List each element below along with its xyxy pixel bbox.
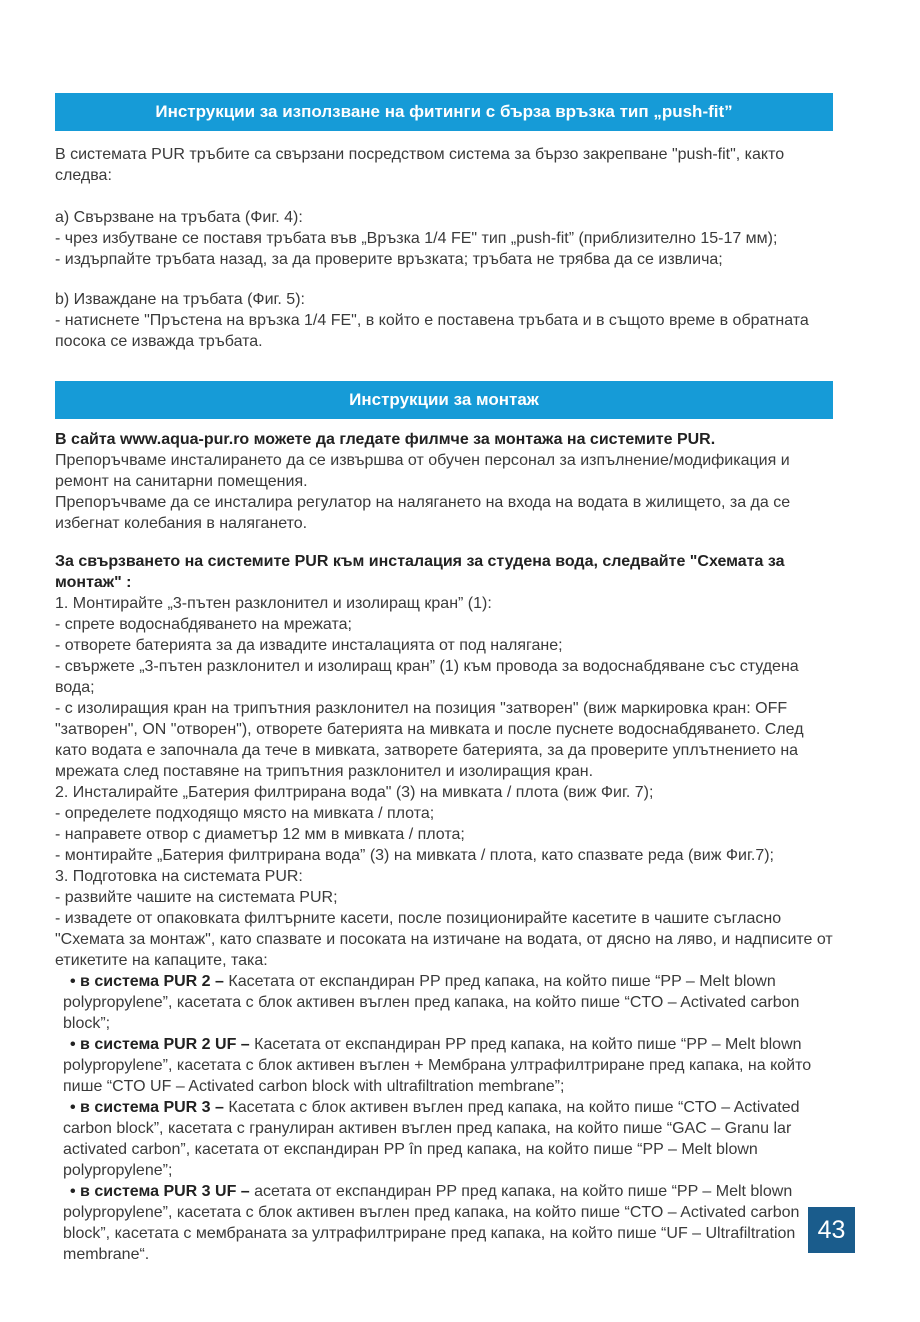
bullet-item-pur2uf [55,1034,833,1097]
bullet-item-pur3 [55,1097,833,1181]
pushfit-a-line: - чрез избутване се поставя тръбата във „Връзка 1/4 FE" тип „push-fit” (приблизително 15-17 мм); [55,230,778,247]
montage-step: 2. Инсталирайте „Батерия филтрирана вода" (3) на мивката / плота (виж Фиг. 7); [55,784,654,801]
montage-intro-bold: В сайта www.aqua-pur.ro можете да гледате филмче за монтажа на системите PUR. [55,431,716,448]
section-header-montage [55,381,833,419]
montage-step: - отворете батерията за да извадите инсталацията от под налягане; [55,637,563,654]
montage-step: - монтирайте „Батерия филтрирана вода” (3) на мивката / плота, като спазвате реда (виж Фиг.7); [55,847,774,864]
section-header-montage-title: Инструкции за монтаж [349,390,539,409]
page-number-badge [808,1207,855,1253]
pushfit-block-b [55,289,833,352]
bullet-lead: • в система PUR 3 UF – [70,1183,250,1200]
montage-connect-heading: За свързването на системите PUR към инсталация за студена вода, следвайте "Схемата за монтаж" : [55,553,785,591]
section-header-pushfit-title: Инструкции за използване на фитинги с бърза връзка тип „push-fit” [155,102,733,121]
bullet-lead: • в система PUR 3 – [70,1099,224,1116]
section-header-pushfit [55,93,833,131]
montage-step: - с изолиращия кран на трипътния разклонител на позиция "затворен" (виж маркировка кран: OFF "затворен", ON "отворен"), отворете батерията на мивката и после пуснете водоснабдяването. След като водата е започнала да тече в мивката, затворете батерията, за да проверите уплътнението на мрежата след поставяне на трипътния разклонител и изолиращия кран. [55,700,804,780]
bullet-item-pur3uf [55,1181,833,1265]
montage-step: 1. Монтирайте „3-пътен разклонител и изолиращ кран” (1): [55,595,492,612]
bullet-text: Касетата от експандиран PP пред капака, на който пише “PP – Melt blown polypropylene”, касетата с блок активен въглен + Мембрана ултрафилтриране пред капака, на който пише “CTO UF – Activated carbon block with ultrafiltration membrane”; [63,1036,812,1095]
bullet-text: Касетата от експандиран PP пред капака, на който пише “PP – Melt blown polypropylene”, касетата с блок активен въглен пред капака, на който пише “CTO – Activated carbon block”; [63,973,800,1032]
pushfit-intro: В системата PUR тръбите са свързани посредством система за бързо закрепване "push-fit", както следва: [55,146,785,184]
montage-step: - извадете от опаковката филтърните касети, после позиционирайте касетите в чашите съгласно "Схемата за монтаж", като спазвате и посоката на изтичане на водата, от дясно на ляво, и надписите от етикетите на капаците, така: [55,910,833,969]
montage-steps [55,593,833,971]
montage-step: - направете отвор с диаметър 12 мм в мивката / плота; [55,826,465,843]
bullet-lead: • в система PUR 2 – [70,973,224,990]
pushfit-b-title: b) Изваждане на тръбата (Фиг. 5): [55,291,305,308]
page-content [55,0,833,1265]
pushfit-block-a [55,207,833,270]
montage-step: - свържете „3-пътен разклонител и изолиращ кран” (1) към провода за водоснабдяване със студена вода; [55,658,799,696]
montage-intro-line: Препоръчваме инсталирането да се извършва от обучен персонал за изпълнение/модификация и ремонт на санитарни помещения. [55,452,790,490]
page-number: 43 [817,1215,846,1244]
pushfit-a-line: - издърпайте тръбата назад, за да проверите връзката; тръбата не трябва да се извлича; [55,251,723,268]
pushfit-b-line: - натиснете "Пръстена на връзка 1/4 FE", в който е поставена тръбата и в същото време в обратната посока се изважда тръбата. [55,312,809,350]
montage-step: - спрете водоснабдяването на мрежата; [55,616,352,633]
pushfit-a-title: a) Свързване на тръбата (Фиг. 4): [55,209,303,226]
montage-intro-line: Препоръчваме да се инсталира регулатор на налягането на входа на водата в жилището, за да се избегнат колебания в налягането. [55,494,791,532]
montage-step: - развийте чашите на системата PUR; [55,889,338,906]
montage-step: - определете подходящо място на мивката / плота; [55,805,435,822]
bullet-item-pur2 [55,971,833,1034]
system-bullet-list [55,971,833,1265]
bullet-lead: • в система PUR 2 UF – [70,1036,250,1053]
montage-step: 3. Подготовка на системата PUR: [55,868,303,885]
bullet-text: асетата от експандиран PP пред капака, на който пише “PP – Melt blown polypropylene”, касетата с блок активен въглен пред капака, на който пише “CTO – Activated carbon block”, касетата с мембраната за ултрафилтриране пред капака, на който пише “UF – Ultrafiltration membrane“. [63,1183,800,1263]
bullet-text: Касетата с блок активен въглен пред капака, на който пише “CTO – Activated carbon block”, касетата с гранулиран активен въглен пред капака, на който пише “GAC – Granu lar activated carbon”, касетата от експандиран PP în пред капака, на който пише “PP – Melt blown polypropylene”; [63,1099,800,1179]
montage-intro [55,429,833,534]
